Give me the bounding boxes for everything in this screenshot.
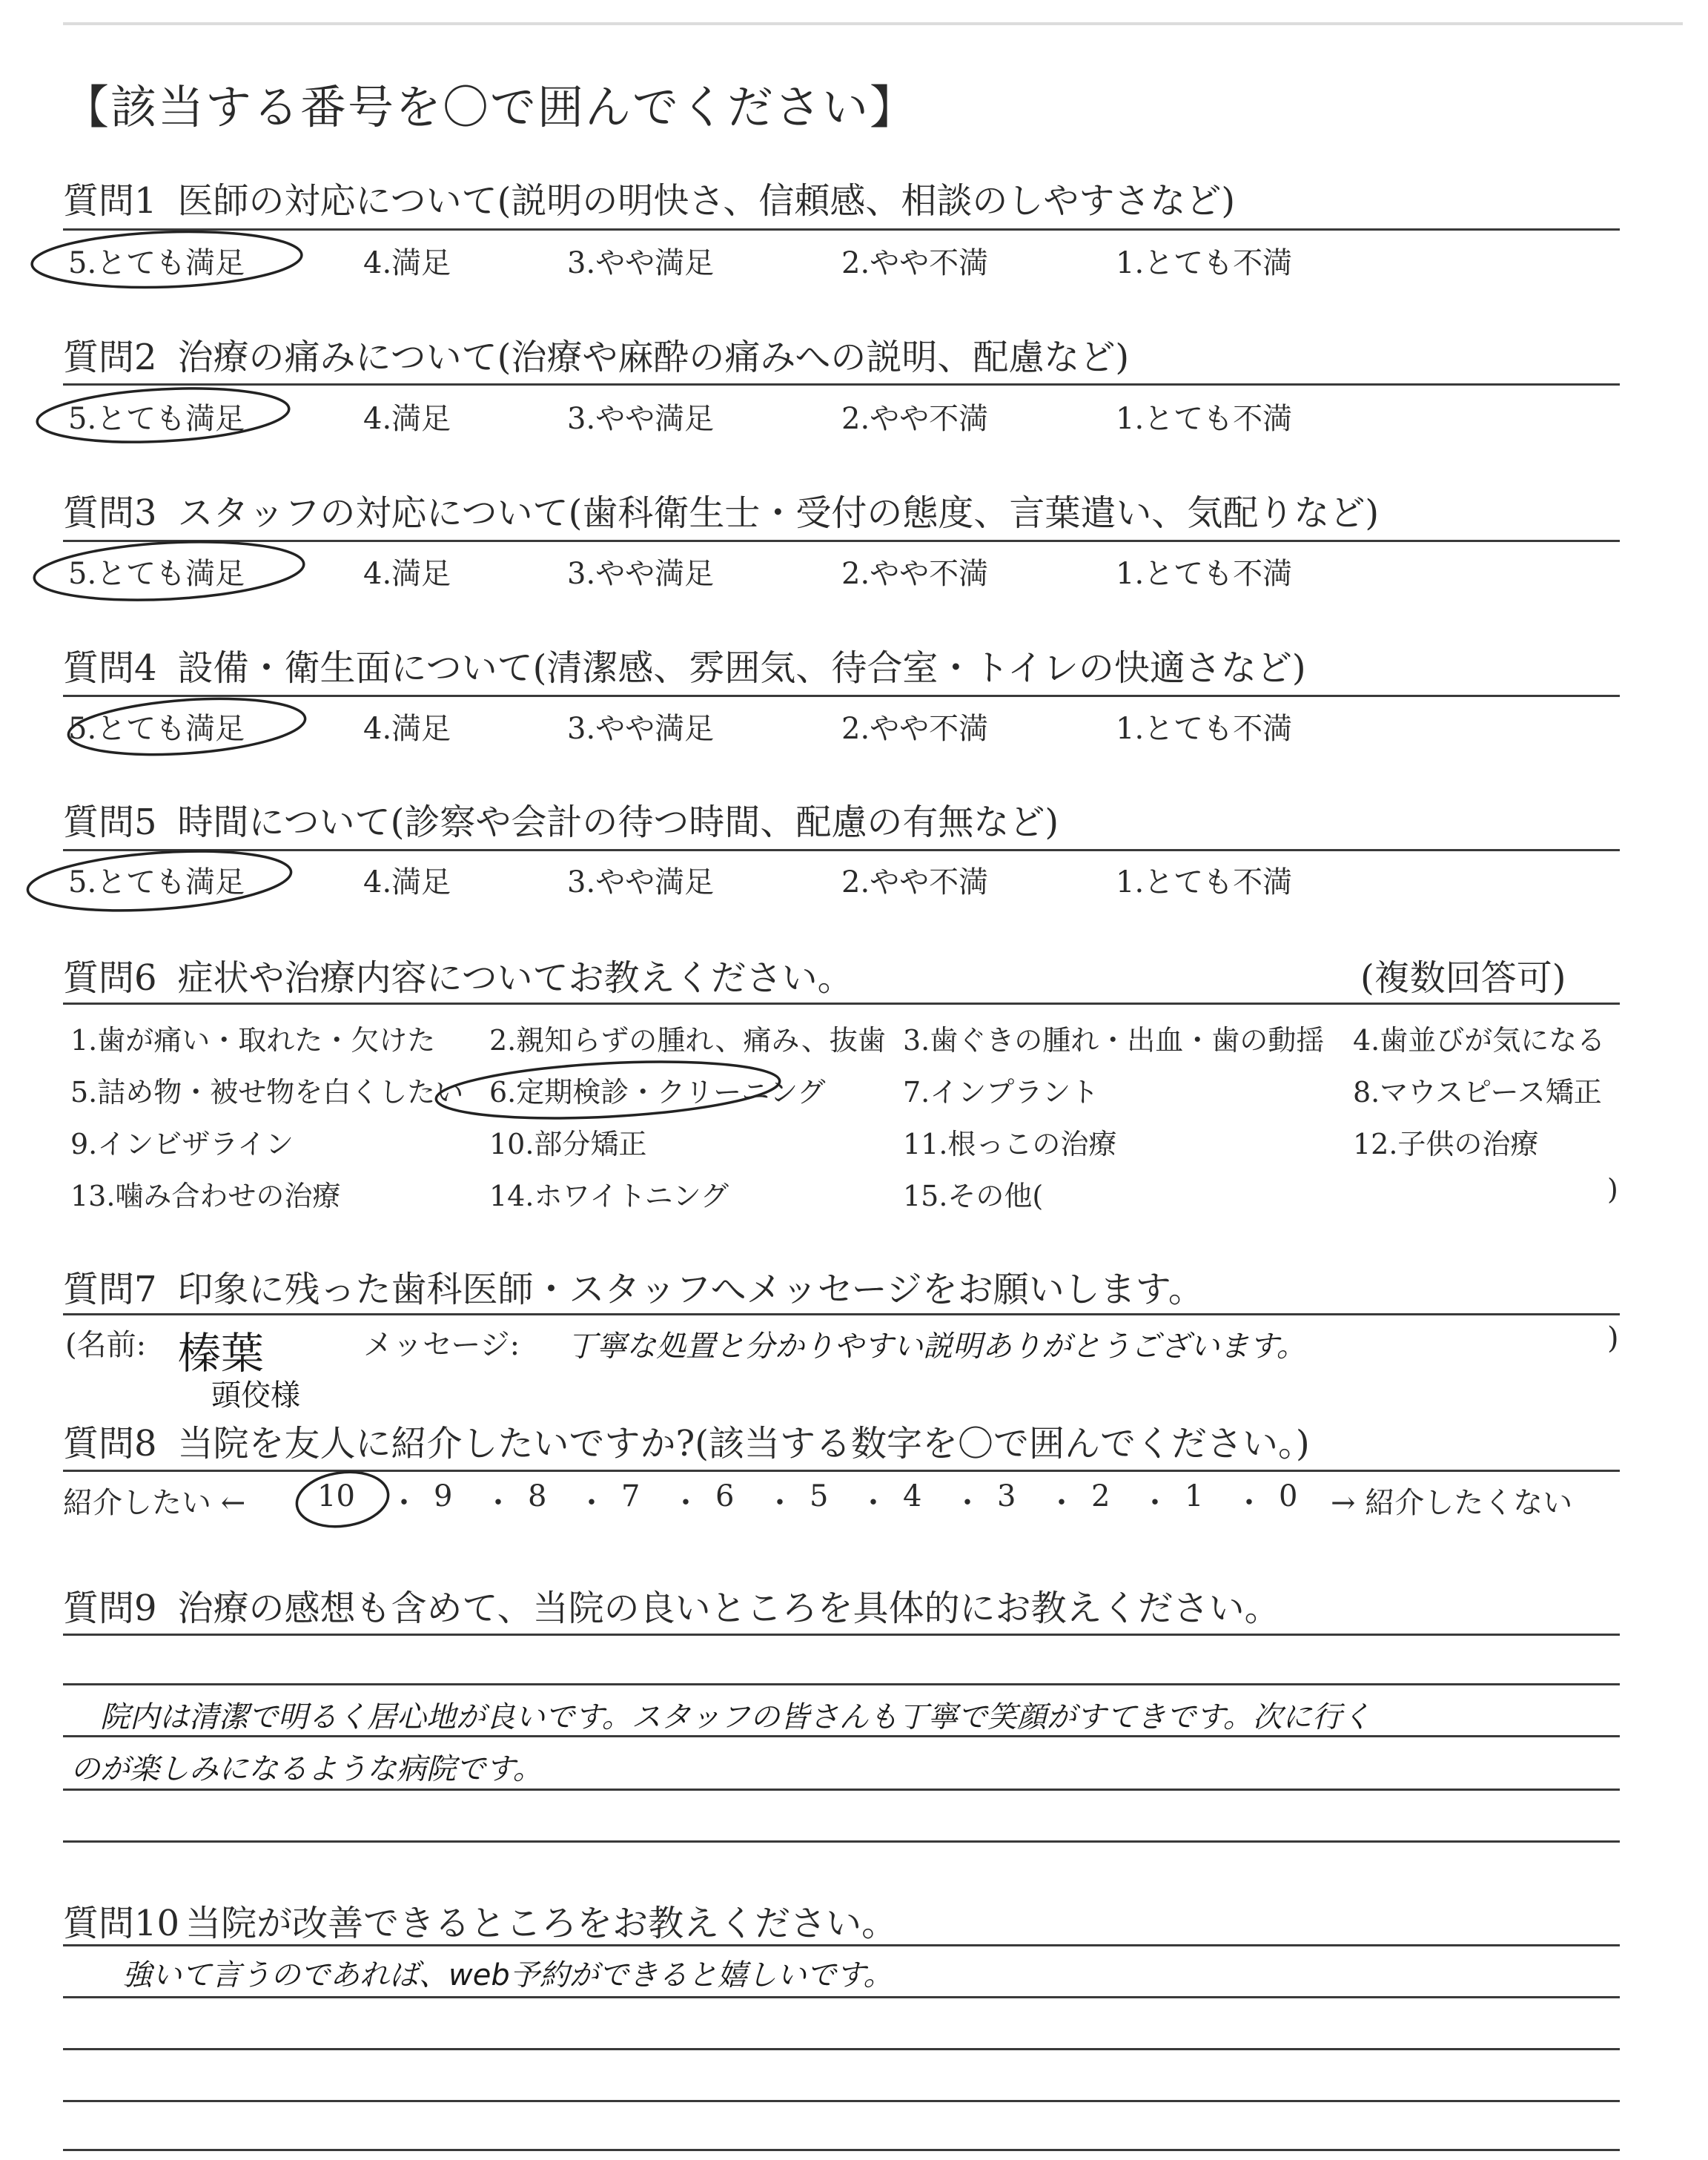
scale-separator: ・ [953,1486,982,1520]
question-number: 質問4 [63,647,157,689]
scale-separator: ・ [389,1486,419,1520]
q6-item-12[interactable]: 12.子供の治療 [1353,1128,1539,1160]
scale-separator: ・ [1140,1486,1170,1520]
q1-selected-circle [31,228,302,292]
question-number: 質問5 [63,802,157,843]
scale-5[interactable]: 5 [810,1479,829,1513]
q5-option-1[interactable]: 1.とても不満 [1116,865,1293,899]
q5-selected-circle [26,844,293,919]
q6-item-11[interactable]: 11.根っこの治療 [903,1128,1117,1160]
question-text: 当院を友人に紹介したいですか?(該当する数字を〇で囲んでください。) [177,1423,1310,1464]
scale-separator: ・ [1047,1486,1076,1520]
message-label: メッセージ: [363,1328,520,1362]
q2-option-5[interactable]: 5.とても満足 [68,402,245,436]
q8-selected-circle [294,1467,392,1533]
q2-selected-circle [36,383,290,448]
q4-option-5[interactable]: 5.とても満足 [68,712,245,746]
q3-option-3[interactable]: 3.やや満足 [567,557,715,591]
question-text: 治療の痛みについて(治療や麻酔の痛みへの説明、配慮など) [177,337,1130,378]
scale-separator: ・ [765,1486,795,1520]
question-text: 設備・衛生面について(清潔感、雰囲気、待合室・トイレの快適さなど) [177,647,1306,689]
q6-selected-circle [434,1054,781,1126]
scale-separator: ・ [858,1486,888,1520]
q6-item-6[interactable]: 6.定期検診・クリーニング [489,1076,826,1109]
q5-option-3[interactable]: 3.やや満足 [567,865,715,899]
q4-option-1[interactable]: 1.とても不満 [1116,712,1293,746]
question-number: 質問1 [63,180,157,222]
question-text: 印象に残った歯科医師・スタッフへメッセージをお願いします。 [177,1269,1204,1310]
name-label: (名前: [65,1328,147,1362]
scale-2[interactable]: 2 [1091,1479,1110,1513]
question-text: 時間について(診察や会計の待つ時間、配慮の有無など) [177,802,1059,843]
q6-item-7[interactable]: 7.インプラント [903,1076,1099,1109]
q5-option-5[interactable]: 5.とても満足 [68,865,245,899]
q1-option-5[interactable]: 5.とても満足 [68,246,245,280]
q1-option-4[interactable]: 4.満足 [363,246,451,280]
q2-option-2[interactable]: 2.やや不満 [841,402,989,436]
scale-separator: ・ [671,1486,701,1520]
q6-item-15-close: ) [1607,1173,1618,1206]
scale-10[interactable]: 10 [317,1479,355,1513]
q5-option-4[interactable]: 4.満足 [363,865,451,899]
scale-1[interactable]: 1 [1185,1479,1204,1513]
q1-option-3[interactable]: 3.やや満足 [567,246,715,280]
q6-item-15[interactable]: 15.その他( [903,1180,1044,1212]
q6-item-1[interactable]: 1.歯が痛い・取れた・欠けた [70,1024,436,1057]
scale-4[interactable]: 4 [903,1479,922,1513]
q6-item-14[interactable]: 14.ホワイトニング [489,1180,729,1212]
q6-item-8[interactable]: 8.マウスピース矯正 [1353,1076,1602,1109]
question-text: スタッフの対応について(歯科衛生士・受付の態度、言葉遣い、気配りなど) [177,492,1380,534]
q6-item-9[interactable]: 9.インビザライン [70,1128,294,1160]
q3-selected-circle [33,536,305,607]
scale-7[interactable]: 7 [621,1479,640,1513]
question-number: 質問8 [63,1423,157,1464]
q6-item-13[interactable]: 13.噛み合わせの治療 [70,1180,341,1212]
question-text: 治療の感想も含めて、当院の良いところを具体的にお教えください。 [177,1588,1280,1629]
question-number: 質問6 [63,957,157,999]
question-text: 医師の対応について(説明の明快さ、信頼感、相談のしやすさなど) [177,180,1236,222]
q3-option-4[interactable]: 4.満足 [363,557,451,591]
q9-answer-line-2[interactable]: のが楽しみになるような病院です。 [70,1752,543,1786]
q6-item-3[interactable]: 3.歯ぐきの腫れ・出血・歯の動揺 [903,1024,1325,1057]
q1-option-2[interactable]: 2.やや不満 [841,246,989,280]
scale-separator: ・ [1234,1486,1264,1520]
q4-selected-circle [67,692,307,762]
q4-option-3[interactable]: 3.やや満足 [567,712,715,746]
recommend-right-label: → 紹介したくない [1331,1486,1573,1520]
question-number: 質問9 [63,1588,157,1629]
q4-option-2[interactable]: 2.やや不満 [841,712,989,746]
multiple-answer-note: (複数回答可) [1360,957,1566,999]
handwritten-name[interactable]: 榛葉 [178,1328,265,1378]
q10-answer-line-1[interactable]: 強いて言うのであれば、web予約ができると嬉しいです。 [122,1958,893,1992]
question-text: 当院が改善できるところをお教えください。 [185,1903,898,1944]
page-header: 【該当する番号を〇で囲んでください】 [63,80,918,134]
q9-answer-line-1[interactable]: 院内は清潔で明るく居心地が良いです。スタッフの皆さんも丁寧で笑顔がすてきです。次に行く [100,1700,1371,1734]
scale-8[interactable]: 8 [528,1479,547,1513]
q4-option-4[interactable]: 4.満足 [363,712,451,746]
question-number: 質問3 [63,492,157,534]
scale-6[interactable]: 6 [715,1479,735,1513]
q3-option-2[interactable]: 2.やや不満 [841,557,989,591]
q6-item-2[interactable]: 2.親知らずの腫れ、痛み、抜歯 [489,1024,886,1057]
scale-separator: ・ [577,1486,606,1520]
q3-option-1[interactable]: 1.とても不満 [1116,557,1293,591]
recommend-left-label: 紹介したい ← [63,1486,246,1520]
q3-option-5[interactable]: 5.とても満足 [68,557,245,591]
q2-option-3[interactable]: 3.やや満足 [567,402,715,436]
message-close-paren: ) [1607,1321,1619,1355]
question-text: 症状や治療内容についてお教えください。 [177,957,853,999]
q6-item-10[interactable]: 10.部分矯正 [489,1128,647,1160]
scale-3[interactable]: 3 [997,1479,1016,1513]
question-number: 質問7 [63,1269,157,1310]
question-number: 質問2 [63,337,157,378]
scale-separator: ・ [483,1486,513,1520]
scale-0[interactable]: 0 [1279,1479,1298,1513]
scale-9[interactable]: 9 [434,1479,453,1513]
handwritten-message[interactable]: 丁寧な処置と分かりやすい説明ありがとうございます。 [567,1330,1306,1364]
q2-option-1[interactable]: 1.とても不満 [1116,402,1293,436]
handwritten-name-sub: 頭佼様 [211,1378,300,1413]
q6-item-4[interactable]: 4.歯並びが気になる [1353,1024,1606,1057]
q2-option-4[interactable]: 4.満足 [363,402,451,436]
q1-option-1[interactable]: 1.とても不満 [1116,246,1293,280]
q6-item-5[interactable]: 5.詰め物・被せ物を白くしたい [70,1076,464,1109]
q5-option-2[interactable]: 2.やや不満 [841,865,989,899]
question-number: 質問10 [63,1903,180,1944]
